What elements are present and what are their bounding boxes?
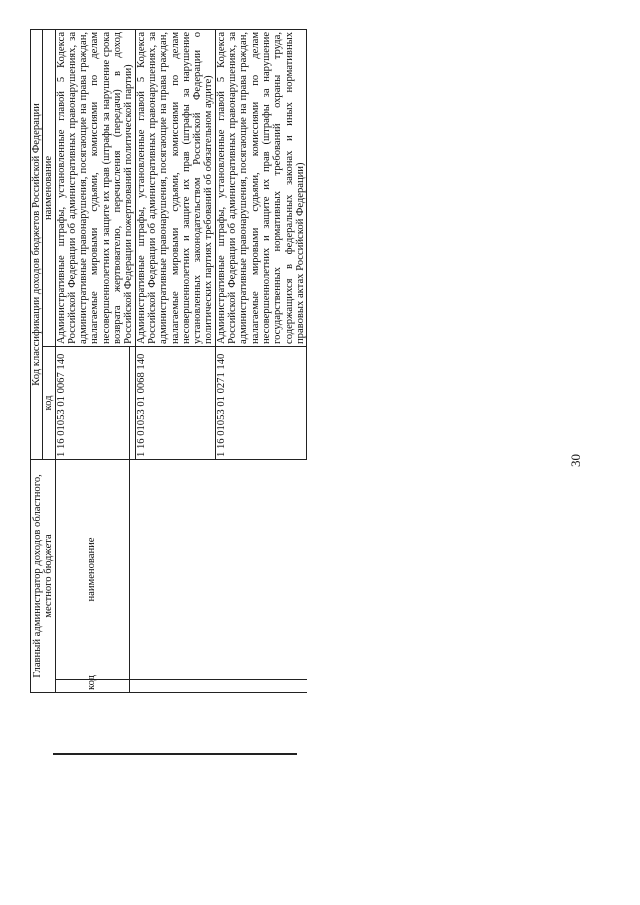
table-row-name: Административные штрафы, установленные главой 5 Кодекса Российской Федерации об административных правонарушениях, за административные правонарушения, посягающие на права граждан, налагаемые мировыми судьями, комиссиями по делам несовершеннолетних и защите их прав (штрафы за нарушение срока возврата жертвователю, перечисления (передачи) в доход Российской Федерации пожертвований политической партии) — [55, 29, 135, 346]
header-left-name: наименование — [55, 459, 129, 679]
empty-cell — [135, 680, 215, 693]
header-admin-group: Главный администратор доходов областного, местного бюджета — [31, 459, 56, 692]
empty-cell — [215, 680, 306, 693]
table-row-code: 1 16 01053 01 0068 140 — [135, 346, 215, 459]
footnote-rule — [53, 753, 297, 755]
table-row-code: 1 16 01053 01 0271 140 — [215, 346, 306, 459]
header-classification-group: Код классификации доходов бюджетов Российской Федерации — [31, 29, 43, 459]
empty-cell — [215, 459, 306, 679]
page-number: 30 — [568, 454, 583, 467]
table-row — [215, 29, 306, 692]
header-right-code: код — [43, 346, 55, 459]
header-row-left-sub — [55, 29, 129, 692]
header-row-group — [31, 29, 43, 692]
header-left-code: код — [55, 680, 129, 693]
table-row — [135, 29, 215, 692]
table-row-name: Административные штрафы, установленные главой 5 Кодекса Российской Федерации об административных правонарушениях, за административные правонарушения, посягающие на права граждан, налагаемые мировыми судьями, комиссиями по делам несовершеннолетних и защите их прав (штрафы за нарушение государственных нормативных требований охраны труда, содержащихся в федеральных законах и иных нормативных правовых актах Российской Федерации) — [215, 29, 306, 346]
header-right-name: наименование — [43, 29, 55, 346]
table-row-code: 1 16 01053 01 0067 140 — [55, 346, 129, 459]
table-row-name: Административные штрафы, установленные главой 5 Кодекса Российской Федерации об административных правонарушениях, за административные правонарушения, посягающие на права граждан, налагаемые мировыми судьями, комиссиями по делам несовершеннолетних и защите их прав (штрафы за нарушение установленных законодательством Российской Федерации о политических партиях требований об обязательном аудите) — [135, 29, 215, 346]
empty-cell — [135, 459, 215, 679]
income-classification-table — [30, 29, 307, 693]
